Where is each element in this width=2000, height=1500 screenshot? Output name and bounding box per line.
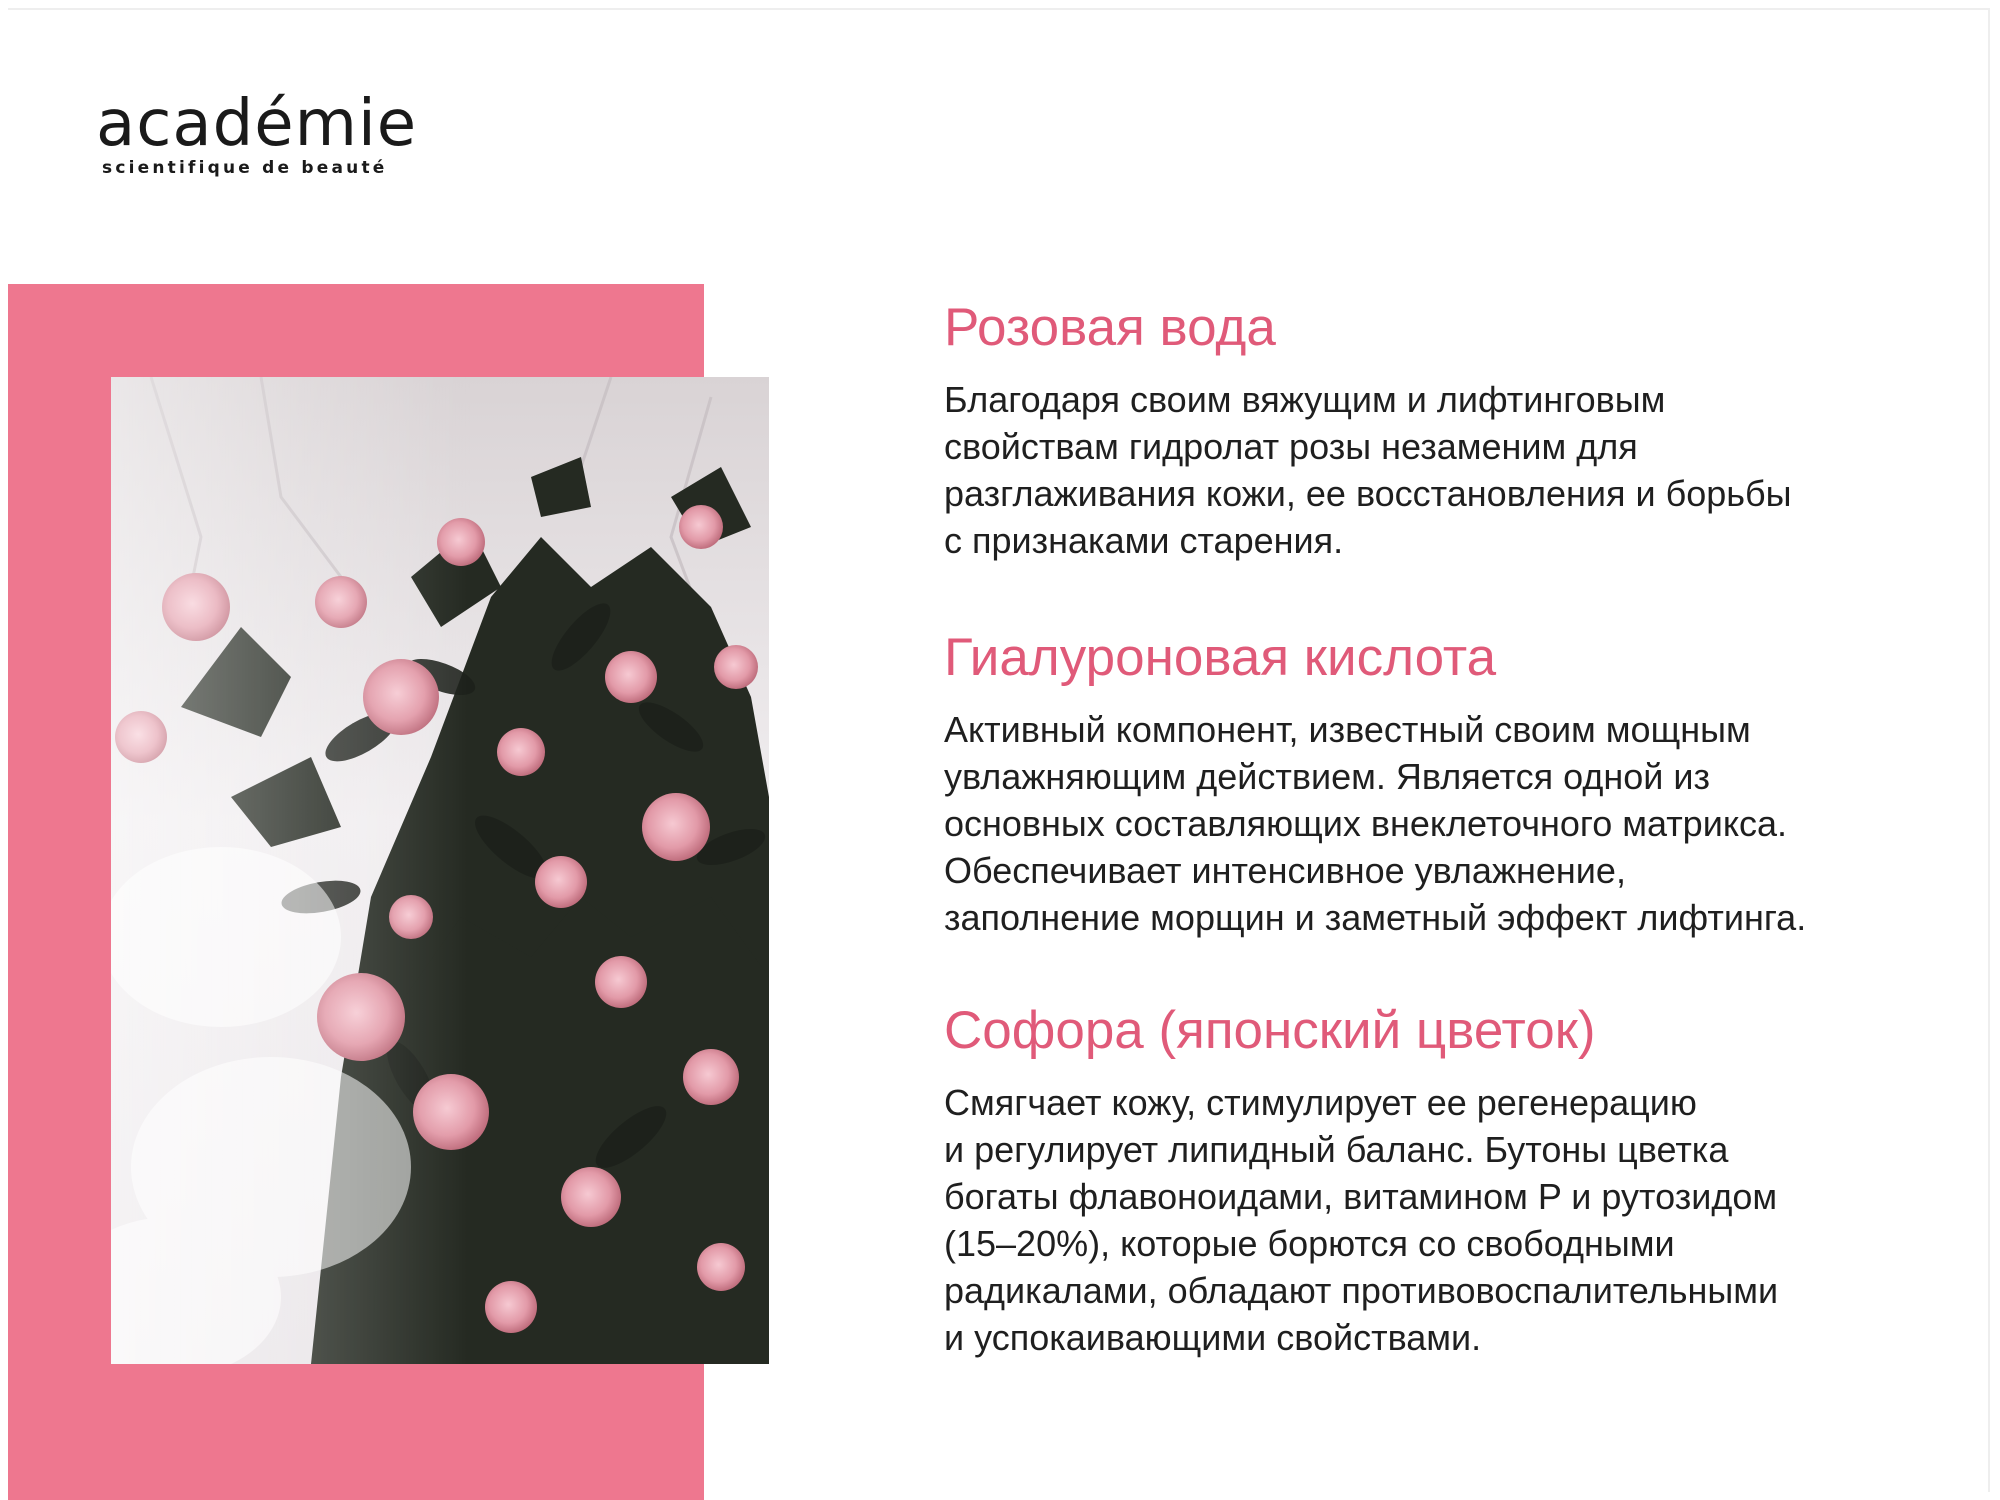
ingredient-section-hyaluronic-acid (944, 628, 1944, 941)
camellia-photo (111, 377, 769, 1364)
section-body: Благодаря своим вяжущим и лифтинговым свойствам гидролат розы незаменим для разглаживания кожи, ее восстановления и борьбы с признаками старения. (944, 379, 1792, 561)
section-body: Смягчает кожу, стимулирует ее регенерацию и регулирует липидный баланс. Бутоны цветка богаты флавоноидами, витамином P и рутозидом (15–20%), которые борются со свободными радикалами, обладают противовоспалительными и успокаивающими свойствами. (944, 1082, 1779, 1358)
section-body: Активный компонент, известный своим мощным увлажняющим действием. Является одной из основных составляющих внеклеточного матрикса. Обеспечивает интенсивное увлажнение, заполнение морщин и заметный эффект лифтинга. (944, 709, 1807, 938)
section-title: Гиалуроновая кислота (944, 628, 1497, 687)
brand-tagline: scientifique de beauté (102, 158, 388, 178)
brand-name: académie (96, 87, 418, 161)
section-title: Розовая вода (944, 298, 1276, 357)
ingredient-section-rose-water (944, 298, 1944, 564)
brand-logo (96, 87, 456, 178)
ingredient-section-sophora (944, 1001, 1944, 1361)
section-title: Софора (японский цветок) (944, 1001, 1596, 1060)
